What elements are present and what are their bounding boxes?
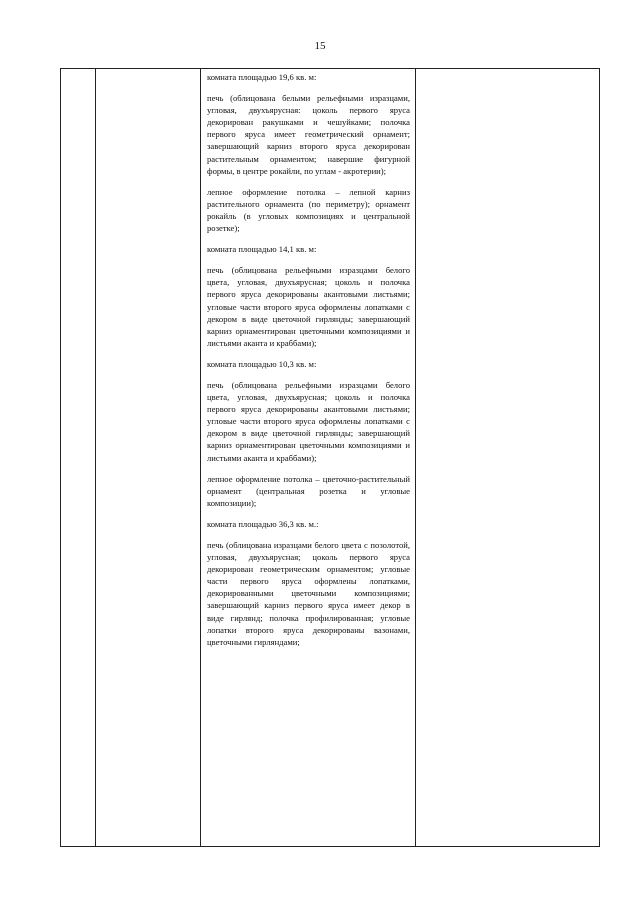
table-row [61, 69, 600, 847]
description-paragraph: печь (облицована изразцами белого цвета с позолотой, угловая, двухъярусная; цоколь первого яруса декорирован геометрическим орнаментом; угловые части первого яруса оформлены лопатками, декорированными цветочными композициями; завершающий карниз первого яруса имеет декор в виде гирлянд; полочка профилированная; угловые лопатки второго яруса декорированы вазонами, цветочными гирляндами; [207, 540, 410, 647]
room-heading: комната площадью 36,3 кв. м.: [207, 518, 319, 529]
table-cell-object [96, 69, 201, 847]
page-number: 15 [314, 40, 326, 52]
description-paragraph: печь (облицована рельефными изразцами белого цвета, угловая, двухъярусная; цоколь и полочка первого яруса декорированы акантовыми листьями; угловые части второго яруса оформлены лопатками с декором в виде цветочной гирлянды; завершающий карниз орнаментирован цветочными композициями и листьями аканта и краббами); [207, 379, 410, 463]
room-heading: комната площадью 19,6 кв. м: [207, 72, 317, 82]
room-heading: комната площадью 10,3 кв. м: [207, 358, 317, 369]
table-cell-number [61, 69, 96, 847]
description-paragraph: печь (облицована рельефными изразцами белого цвета, угловая, двухъярусная; цоколь и полочка первого яруса декорированы акантовыми листьями; угловые части второго яруса оформлены лопатками с декором в виде цветочной гирлянды; завершающий карниз орнаментирован цветочными композициями и листьями аканта и краббами); [207, 265, 410, 348]
table-cell-notes [416, 69, 600, 847]
description-paragraph: лепное оформление потолка – цветочно-растительный орнамент (центральная розетка и угловые композиции); [207, 473, 410, 508]
description-paragraph: печь (облицована белыми рельефными изразцами, угловая, двухъярусная: цоколь первого яруса декорирован ракушками и чешуйками; полочка первого яруса имеет геометрический орнамент; завершающий карниз второго яруса декорирован растительным орнаментом; навершие фигурной формы, в центре рокайли, по углам - акротерии); [207, 93, 410, 176]
description-paragraph: лепное оформление потолка – лепной карниз растительного орнамента (по периметру); орнамент рокайль (в угловых композициях и центральной розетке); [207, 186, 410, 234]
document-table [60, 68, 600, 847]
table-cell-description [201, 69, 416, 847]
room-heading: комната площадью 14,1 кв. м: [207, 244, 317, 255]
